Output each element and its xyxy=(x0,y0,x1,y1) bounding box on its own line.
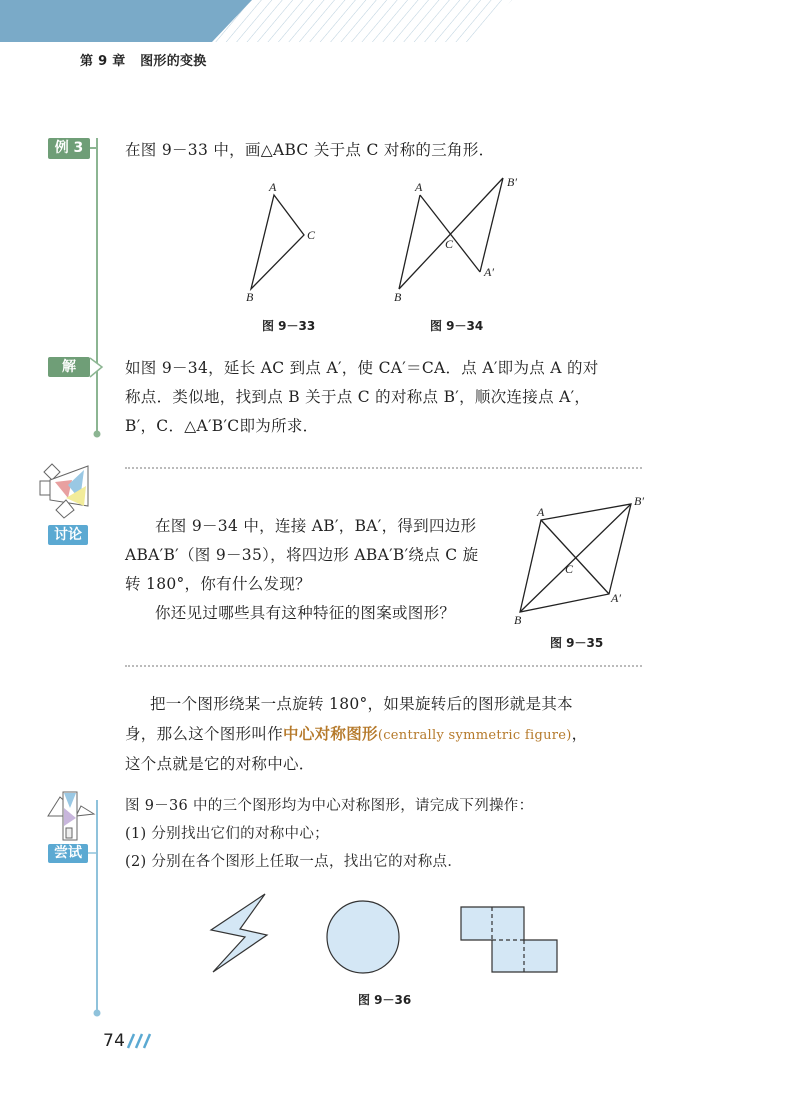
svg-text:A: A xyxy=(537,505,545,519)
discussion-line: 你还见过哪些具有这种特征的图案或图形？ xyxy=(155,604,456,622)
svg-text:A: A xyxy=(415,180,423,194)
definition-line xyxy=(125,722,587,744)
svg-text:C: C xyxy=(307,228,316,242)
label-A: A xyxy=(269,180,277,194)
divider xyxy=(125,467,642,469)
example-badge: 例 3 xyxy=(48,138,90,159)
discussion-line: ABA′B′（图 9－35），将四边形 ABA′B′绕点 C 旋 xyxy=(125,546,479,564)
caption-9-34: 图 9－34 xyxy=(430,319,484,333)
page-number: 74 xyxy=(103,1031,126,1051)
try-line: (2) 分别在各个图形上任取一点，找出它的对称点． xyxy=(125,854,463,870)
discussion-line: 在图 9－34 中，连接 AB′，BA′，得到四边形 xyxy=(155,517,477,535)
solution-line: 如图 9－34，延长 AC 到点 A′，使 CA′＝CA．点 A′即为点 A 的对 xyxy=(125,359,599,377)
svg-text:B′: B′ xyxy=(507,175,517,189)
circle-shape xyxy=(327,901,399,973)
solution-badge: 解 xyxy=(48,357,90,377)
chapter-number: 第 9 章 xyxy=(80,54,126,69)
example-text: 在图 9－33 中，画△ABC 关于点 C 对称的三角形． xyxy=(125,141,495,159)
svg-text:C: C xyxy=(445,237,454,251)
caption-9-33: 图 9－33 xyxy=(262,319,316,333)
discussion-line: 转 180°，你有什么发现？ xyxy=(125,575,311,593)
discussion-badge: 讨论 xyxy=(48,525,88,545)
header-hatch xyxy=(212,0,512,42)
definition-line: 把一个图形绕某一点旋转 180°，如果旋转后的图形就是其本 xyxy=(150,695,573,713)
lightning-shape xyxy=(211,894,267,972)
caption-9-35: 图 9－35 xyxy=(550,636,604,650)
svg-text:B: B xyxy=(514,613,522,627)
definition-text: ， xyxy=(571,725,588,743)
page-number-slashes xyxy=(128,1034,150,1048)
chapter-title: 图形的变换 xyxy=(140,54,207,69)
svg-text:B′: B′ xyxy=(634,494,644,508)
svg-text:A′: A′ xyxy=(611,591,621,605)
try-line: 图 9－36 中的三个图形均为中心对称图形，请完成下列操作： xyxy=(125,798,534,814)
chapter-header xyxy=(80,50,207,69)
definition-term-english: (centrally symmetric figure) xyxy=(377,728,572,743)
try-badge: 尝试 xyxy=(48,844,88,863)
try-icon xyxy=(48,792,94,840)
divider xyxy=(125,665,642,667)
solution-line: B′，C．△A′B′C即为所求． xyxy=(125,417,319,435)
caption-9-36: 图 9－36 xyxy=(358,993,412,1007)
figure-9-33 xyxy=(251,195,304,289)
solution-line: 称点．类似地，找到点 B 关于点 C 的对称点 B′，顺次连接点 A′， xyxy=(125,388,591,406)
definition-text: 身，那么这个图形叫作 xyxy=(125,725,284,743)
discussion-icon xyxy=(40,464,88,518)
svg-text:A′: A′ xyxy=(484,265,494,279)
figure-9-36 xyxy=(211,894,557,973)
header-band xyxy=(0,0,252,42)
definition-term: 中心对称图形 xyxy=(283,725,378,743)
definition-line: 这个点就是它的对称中心． xyxy=(125,755,315,773)
svg-text:B: B xyxy=(394,290,402,304)
svg-text:B: B xyxy=(246,290,254,304)
svg-text:C: C xyxy=(565,562,574,576)
try-line: (1) 分别找出它们的对称中心； xyxy=(125,826,329,842)
